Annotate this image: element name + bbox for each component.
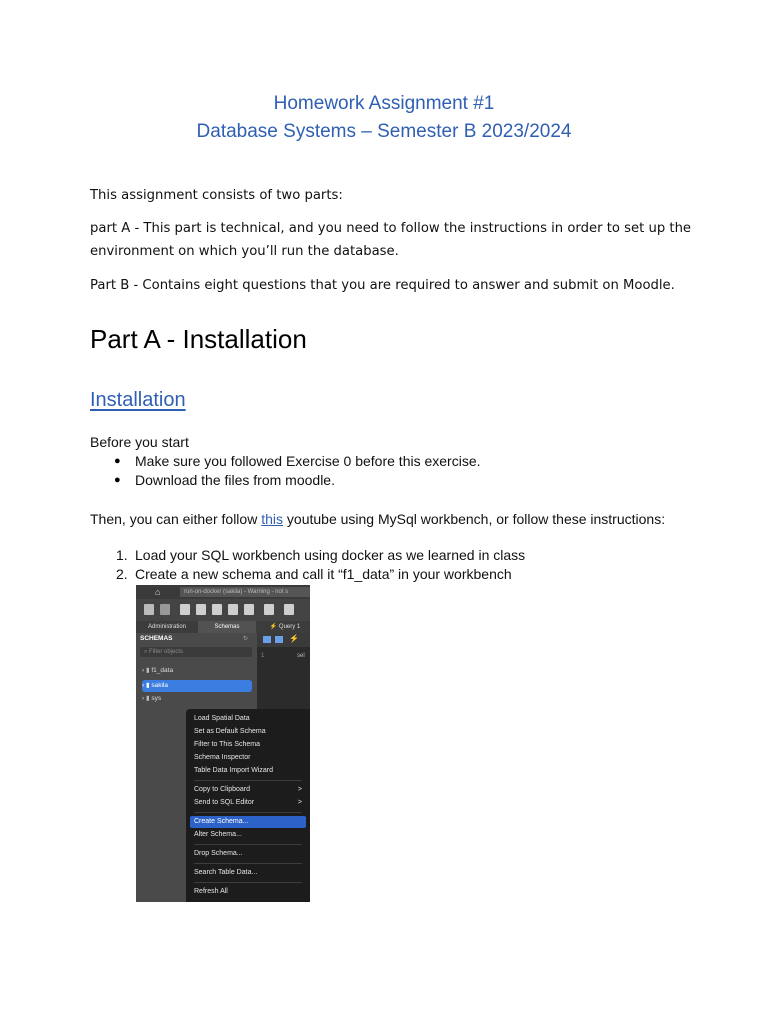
new-connection-icon [144, 604, 154, 615]
section-heading: Part A - Installation [90, 324, 307, 354]
bullet-item: Download the files from moodle. [135, 472, 335, 488]
line-number: 1 [261, 653, 265, 659]
menu-item-copy-to-clipboard[interactable] [190, 784, 306, 796]
menu-separator [194, 780, 302, 781]
schema-label: sys [151, 695, 162, 702]
document-title-line-2: Database Systems – Semester B 2023/2024 [196, 121, 572, 142]
filter-objects-input[interactable] [140, 647, 252, 657]
window-title-bar [136, 585, 310, 599]
procedure-icon [212, 604, 222, 615]
step-number: 1. [116, 547, 128, 563]
sql-file-icon [160, 604, 170, 615]
workbench-screenshot [136, 585, 310, 902]
function-icon [228, 604, 238, 615]
open-file-icon[interactable] [263, 636, 271, 643]
schemas-header: SCHEMAS [140, 635, 173, 642]
menu-item-alter-schema[interactable]: Alter Schema... [194, 831, 242, 838]
schema-label: sakila [151, 682, 168, 689]
search-table-icon [244, 604, 254, 615]
menu-item-send-to-sql-editor[interactable] [190, 797, 306, 809]
database-icon: ▮ [145, 682, 150, 689]
save-icon[interactable] [275, 636, 283, 643]
tab-schemas[interactable]: Schemas [198, 621, 256, 633]
menu-item-table-import-wizard[interactable]: Table Data Import Wizard [194, 767, 273, 774]
menu-item-label: Send to SQL Editor [194, 799, 255, 806]
database-icon: ▮ [145, 695, 150, 702]
schema-item-sys[interactable]: › ▮ sys [142, 695, 162, 702]
intro-paragraph-2-line-2: environment on which you’ll run the database. [90, 244, 399, 259]
editor-toolbar [257, 633, 310, 647]
chevron-right-icon: > [297, 799, 302, 806]
instructions-paragraph [90, 511, 665, 527]
settings-icon [284, 604, 294, 615]
schema-item-sakila[interactable]: › ▮ sakila [142, 680, 252, 692]
execute-icon[interactable]: ⚡ [289, 634, 299, 643]
table-icon [180, 604, 190, 615]
bullet-marker: ● [114, 455, 121, 467]
menu-item-search-table-data[interactable]: Search Table Data... [194, 869, 258, 876]
youtube-link[interactable]: this [261, 511, 284, 527]
database-icon: ▮ [145, 667, 150, 674]
query-tab-icon: ⚡ [269, 624, 278, 630]
instructions-prefix: Then, you can either follow [90, 511, 262, 527]
menu-separator [194, 812, 302, 813]
menu-item-refresh-all[interactable]: Refresh All [194, 888, 228, 895]
instructions-suffix: youtube using MySql workbench, or follow these instructions: [283, 511, 666, 527]
tab-row [136, 621, 310, 633]
editor-code: sel [297, 653, 305, 659]
menu-item-set-default-schema[interactable]: Set as Default Schema [194, 728, 266, 735]
menu-item-create-schema[interactable]: Create Schema... [190, 816, 306, 828]
tab-administration[interactable]: Administration [147, 624, 186, 630]
step-number: 2. [116, 566, 128, 582]
reconnect-icon [264, 604, 274, 615]
bullet-marker: ● [114, 474, 121, 486]
window-title: run-on-docker (sakila) - Warning - not s [180, 587, 310, 597]
filter-placeholder: Filter objects [149, 649, 184, 655]
toolbar [136, 599, 310, 621]
schema-item-f1-data[interactable]: › ▮ f1_data [142, 667, 174, 674]
menu-separator [194, 882, 302, 883]
intro-paragraph-1: This assignment consists of two parts: [90, 188, 343, 203]
context-menu [186, 709, 310, 902]
step-text: Create a new schema and call it “f1_data” in your workbench [135, 566, 512, 582]
menu-item-filter-to-schema[interactable]: Filter to This Schema [194, 741, 261, 748]
bullet-item: Make sure you followed Exercise 0 before this exercise. [135, 453, 481, 469]
schema-label: f1_data [151, 667, 174, 674]
query-tab-label: Query 1 [278, 624, 301, 630]
view-icon [196, 604, 206, 615]
before-you-start-label: Before you start [90, 434, 189, 450]
home-icon: ⌂ [155, 587, 161, 597]
step-text: Load your SQL workbench using docker as we learned in class [135, 547, 526, 563]
menu-separator [194, 863, 302, 864]
chevron-right-icon: > [297, 786, 302, 793]
intro-paragraph-2-line-1: part A - This part is technical, and you need to follow the instructions in order to set up the [90, 221, 692, 236]
intro-paragraph-3: Part B - Contains eight questions that you are required to answer and submit on Moodle. [90, 278, 675, 293]
tab-query-1[interactable] [260, 621, 310, 633]
menu-separator [194, 844, 302, 845]
menu-item-load-spatial-data[interactable]: Load Spatial Data [194, 715, 250, 722]
menu-item-drop-schema[interactable]: Drop Schema... [194, 850, 243, 857]
document-title-line-1: Homework Assignment #1 [273, 93, 495, 114]
menu-item-label: Copy to Clipboard [194, 786, 251, 793]
subsection-heading: Installation [90, 389, 186, 411]
refresh-icon[interactable]: ↻ [243, 636, 249, 642]
search-icon: ⌕ [144, 649, 148, 655]
menu-item-schema-inspector[interactable]: Schema Inspector [194, 754, 251, 761]
